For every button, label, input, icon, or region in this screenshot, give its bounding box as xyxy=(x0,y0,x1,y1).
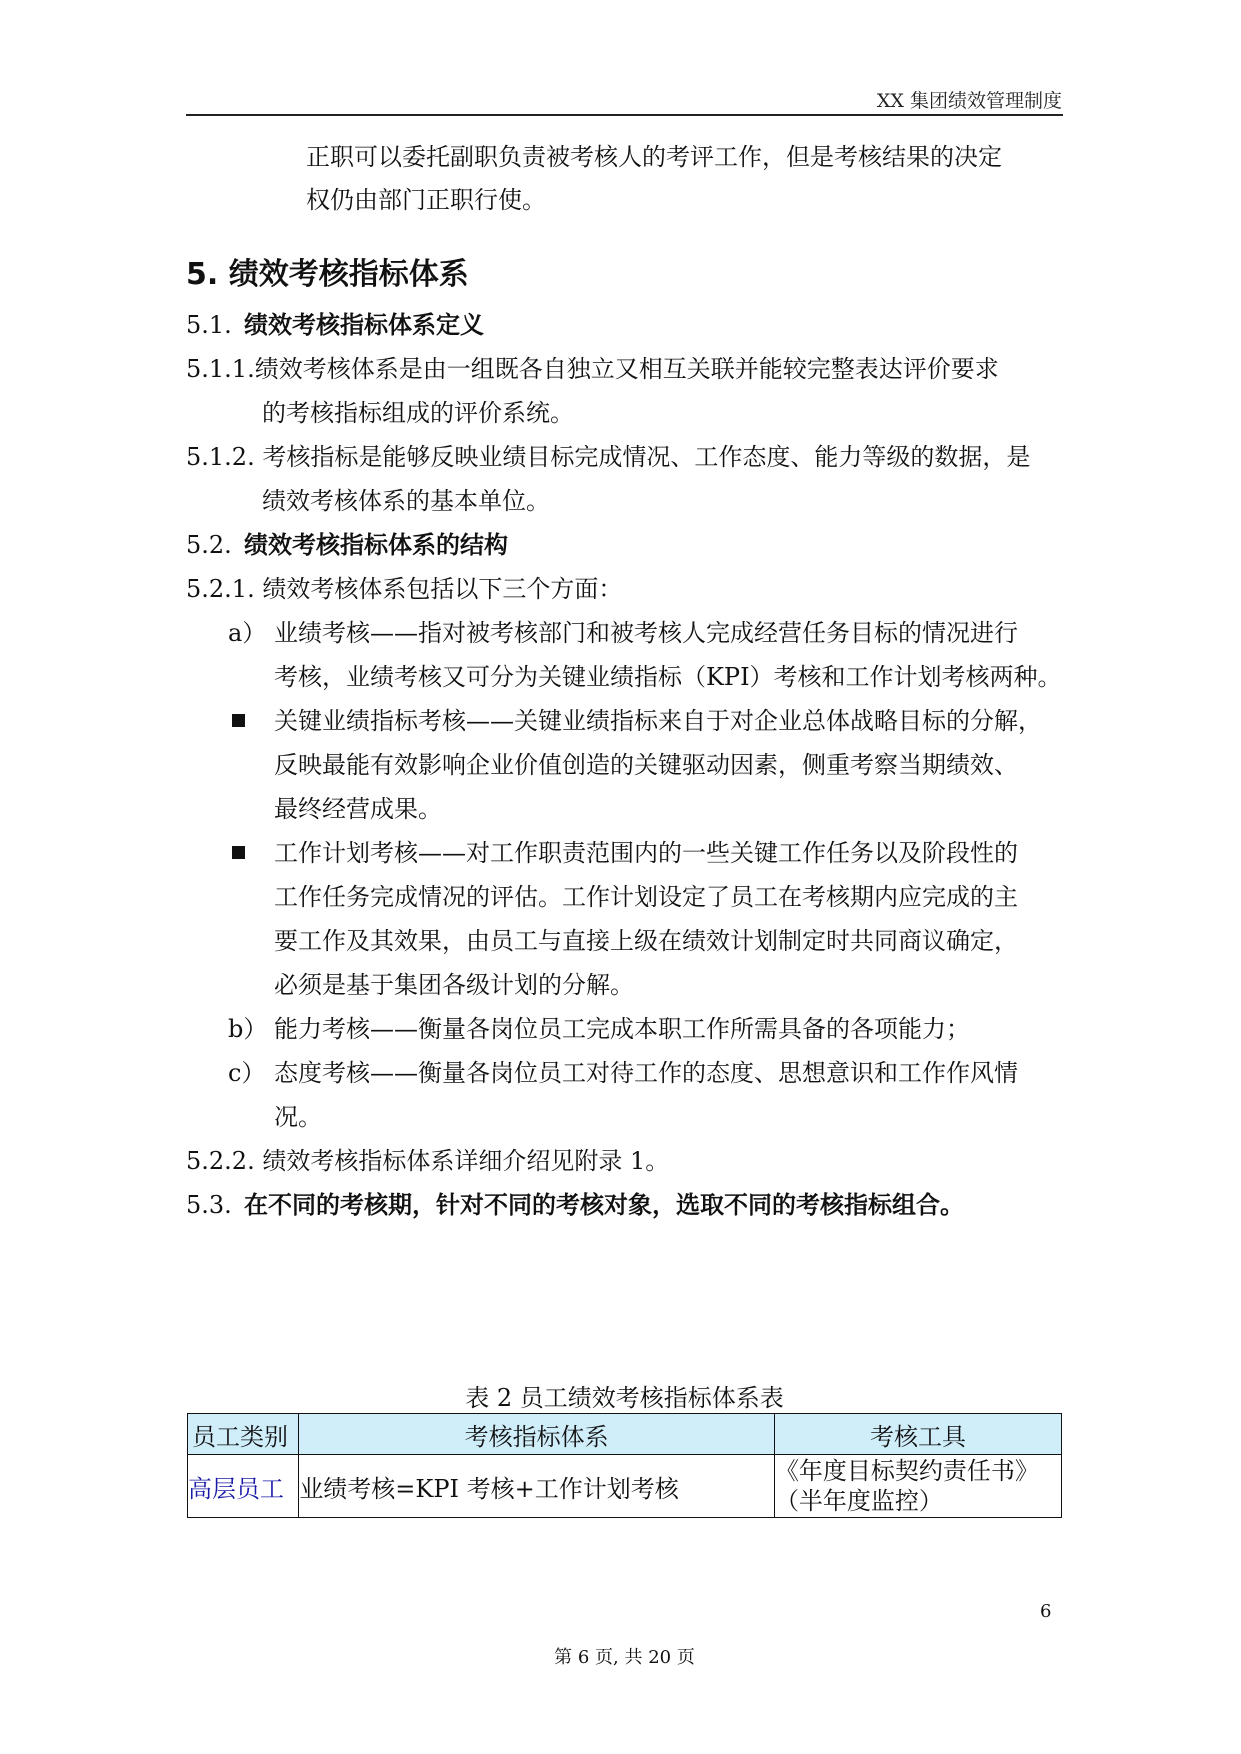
table-cell-tool-line: 《年度目标契约责任书》 xyxy=(774,1457,1039,1485)
table-caption: 表 2 员工绩效考核指标体系表 xyxy=(465,1384,784,1412)
subsection-number-5-2: 5.2. xyxy=(186,531,232,559)
list-marker-b: b） xyxy=(228,1015,268,1043)
table-header-row xyxy=(188,1414,1062,1455)
bullet-plan-line: 要工作及其效果，由员工与直接上级在绩效计划制定时共同商议确定， xyxy=(274,927,1018,955)
bullet-kpi-line: 关键业绩指标考核——关键业绩指标来自于对企业总体战略目标的分解， xyxy=(274,707,1042,735)
subsection-title-5-2: 绩效考核指标体系的结构 xyxy=(244,530,508,559)
header-rule xyxy=(186,114,1063,116)
bullet-plan-line: 必须是基于集团各级计划的分解。 xyxy=(274,971,634,999)
section-heading-5: 5. 绩效考核指标体系 xyxy=(186,257,469,292)
list-marker-a: a） xyxy=(228,619,267,647)
subsection-title-5-1: 绩效考核指标体系定义 xyxy=(244,310,484,339)
paragraph-5-1-2: 5.1.2. 考核指标是能够反映业绩目标完成情况、工作态度、能力等级的数据，是 xyxy=(186,443,1031,471)
paragraph-line: 正职可以委托副职负责被考核人的考评工作，但是考核结果的决定 xyxy=(306,143,1002,171)
square-bullet-icon xyxy=(232,714,245,727)
paragraph-line: 权仍由部门正职行使。 xyxy=(306,186,546,214)
list-item-a-line: 业绩考核——指对被考核部门和被考核人完成经营任务目标的情况进行 xyxy=(274,619,1018,647)
list-marker-c: c） xyxy=(228,1059,266,1087)
indicator-table xyxy=(187,1413,1062,1518)
bullet-plan-line: 工作计划考核——对工作职责范围内的一些关键工作任务以及阶段性的 xyxy=(274,839,1018,867)
bullet-kpi-line: 最终经营成果。 xyxy=(274,795,442,823)
table-header-cell: 考核指标体系 xyxy=(299,1414,775,1455)
table-cell-category: 高层员工 xyxy=(188,1455,299,1518)
bullet-plan-line: 工作任务完成情况的评估。工作计划设定了员工在考核期内应完成的主 xyxy=(274,883,1018,911)
table-header-cell: 考核工具 xyxy=(774,1414,1061,1455)
list-item-a-line: 考核，业绩考核又可分为关键业绩指标（KPI）考核和工作计划考核两种。 xyxy=(274,663,1062,691)
table-cell-system: 业绩考核=KPI 考核+工作计划考核 xyxy=(299,1455,775,1518)
square-bullet-icon xyxy=(232,846,245,859)
table-header-cell: 员工类别 xyxy=(188,1414,299,1455)
page-number: 6 xyxy=(1040,1601,1052,1622)
paragraph-5-2-1: 5.2.1. 绩效考核体系包括以下三个方面： xyxy=(186,575,623,603)
paragraph-5-2-2: 5.2.2. 绩效考核指标体系详细介绍见附录 1。 xyxy=(186,1147,670,1175)
table-row xyxy=(188,1455,1062,1518)
subsection-number-5-3: 5.3. xyxy=(186,1191,232,1219)
paragraph-line: 绩效考核体系的基本单位。 xyxy=(262,487,550,515)
list-item-b-line: 能力考核——衡量各岗位员工完成本职工作所需具备的各项能力； xyxy=(274,1015,970,1043)
subsection-title-5-3: 在不同的考核期，针对不同的考核对象，选取不同的考核指标组合。 xyxy=(244,1190,964,1219)
subsection-number-5-1: 5.1. xyxy=(186,311,232,339)
bullet-kpi-line: 反映最能有效影响企业价值创造的关键驱动因素，侧重考察当期绩效、 xyxy=(274,751,1018,779)
document-header-title: XX 集团绩效管理制度 xyxy=(876,90,1062,112)
list-item-c-line: 态度考核——衡量各岗位员工对待工作的态度、思想意识和工作作风情 xyxy=(274,1059,1018,1087)
table-cell-tool-line: （半年度监控） xyxy=(774,1487,943,1515)
page-info-footer: 第 6 页, 共 20 页 xyxy=(554,1647,695,1668)
paragraph-line: 的考核指标组成的评价系统。 xyxy=(262,399,574,427)
paragraph-5-1-1: 5.1.1.绩效考核体系是由一组既各自独立又相互关联并能较完整表达评价要求 xyxy=(186,355,999,383)
list-item-c-line: 况。 xyxy=(274,1103,322,1131)
table-cell-tool xyxy=(774,1455,1061,1518)
